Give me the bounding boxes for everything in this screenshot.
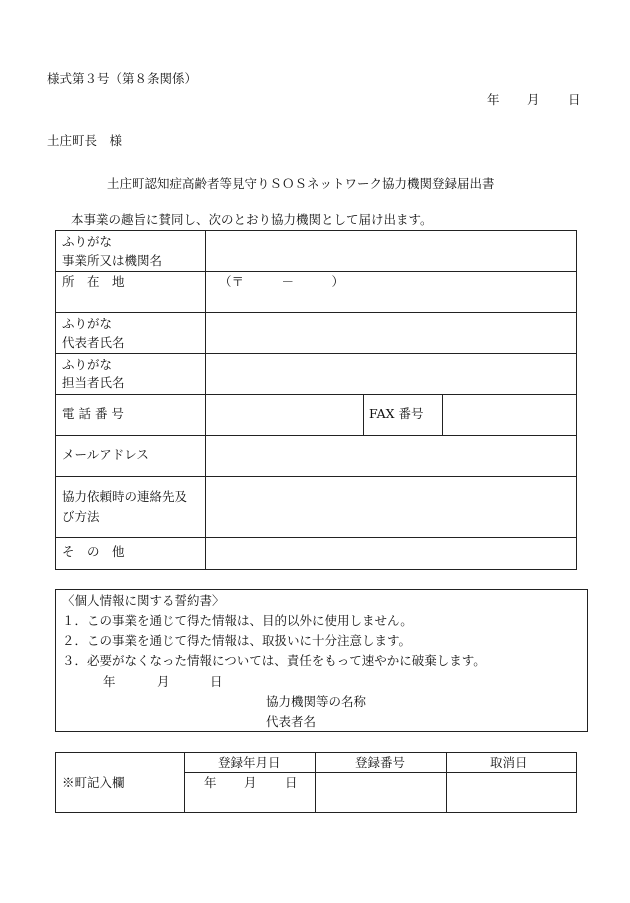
pledge-org-name-label: 協力機関等の名称 bbox=[266, 694, 367, 709]
request-contact-label-1: 協力依頼時の連絡先及 bbox=[62, 489, 188, 504]
pledge-item-3: ３．必要がなくなった情報については、責任をもって速やかに破棄します。 bbox=[62, 653, 486, 668]
addressee: 土庄町長 様 bbox=[47, 133, 123, 148]
pledge-date-day: 日 bbox=[210, 674, 223, 689]
other-label: そ の 他 bbox=[62, 544, 125, 559]
pledge-rep-label: 代表者名 bbox=[266, 714, 317, 729]
date-year-label: 年 bbox=[487, 92, 500, 107]
form-number: 様式第３号（第８条関係） bbox=[47, 71, 198, 86]
address-label: 所 在 地 bbox=[62, 274, 125, 289]
pledge-date-month: 月 bbox=[157, 674, 170, 689]
rep-furigana-label: ふりがな bbox=[62, 316, 113, 331]
page-title: 土庄町認知症高齢者等見守りＳＯＳネットワーク協力機関登録届出書 bbox=[107, 176, 495, 191]
office-date-month: 月 bbox=[244, 775, 257, 790]
phone-label: 電 話 番 号 bbox=[62, 406, 124, 421]
rep-name-label: 代表者氏名 bbox=[62, 335, 125, 350]
request-contact-label-2: び方法 bbox=[62, 509, 100, 524]
pledge-item-1: １．この事業を通じて得た情報は、目的以外に使用しません。 bbox=[62, 613, 413, 628]
pledge-heading: 〈個人情報に関する誓約書〉 bbox=[62, 593, 225, 608]
contact-furigana-label: ふりがな bbox=[62, 357, 113, 372]
office-date-year: 年 bbox=[204, 775, 217, 790]
col-registration-number: 登録番号 bbox=[355, 755, 406, 770]
email-label: メールアドレス bbox=[62, 447, 149, 462]
pledge-date-year: 年 bbox=[103, 674, 116, 689]
postal-code-field[interactable]: （〒 － ） bbox=[219, 274, 345, 289]
contact-name-label: 担当者氏名 bbox=[62, 375, 125, 390]
intro-text: 本事業の趣旨に賛同し、次のとおり協力機関として届け出ます。 bbox=[71, 212, 433, 227]
org-name-label: 事業所又は機関名 bbox=[62, 253, 163, 268]
fax-label: FAX 番号 bbox=[369, 406, 424, 421]
date-month-label: 月 bbox=[527, 92, 540, 107]
date-day-label: 日 bbox=[568, 92, 581, 107]
office-use-label: ※町記入欄 bbox=[62, 775, 125, 790]
col-registered-date: 登録年月日 bbox=[218, 755, 281, 770]
pledge-item-2: ２．この事業を通じて得た情報は、取扱いに十分注意します。 bbox=[62, 633, 412, 648]
col-cancel-date: 取消日 bbox=[490, 755, 528, 770]
office-date-day: 日 bbox=[285, 775, 298, 790]
org-furigana-label: ふりがな bbox=[62, 234, 113, 249]
